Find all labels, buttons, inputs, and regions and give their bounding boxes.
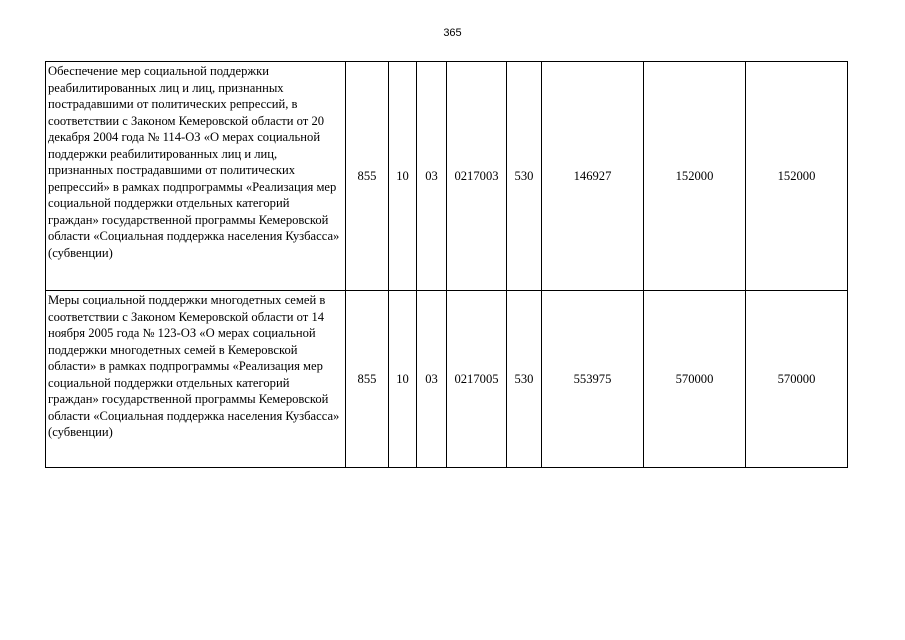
subsection-code: 03 [417, 62, 447, 291]
amount-year-3: 152000 [746, 62, 848, 291]
table-row [46, 291, 848, 468]
table-row [46, 62, 848, 291]
section-code: 10 [389, 62, 417, 291]
row-description: Меры социальной поддержки многодетных семей в соответствии с Законом Кемеровской области от 14 ноября 2005 года № 123-ОЗ «О мерах социальной поддержки многодетных семей в Кемеровской области» в рамках подпрограммы «Реализация мер социальной поддержки отдельных категорий граждан» государственной программы Кемеровской области «Социальная поддержка населения Кузбасса» (субвенции) [46, 291, 346, 468]
target-article-code: 0217003 [447, 62, 507, 291]
expense-type-code: 530 [507, 291, 542, 468]
section-code: 10 [389, 291, 417, 468]
subsection-code: 03 [417, 291, 447, 468]
budget-table [45, 61, 848, 468]
expense-type-code: 530 [507, 62, 542, 291]
amount-year-2: 570000 [644, 291, 746, 468]
amount-year-1: 146927 [542, 62, 644, 291]
amount-year-3: 570000 [746, 291, 848, 468]
ministry-code: 855 [346, 62, 389, 291]
page-number: 365 [443, 27, 462, 39]
amount-year-2: 152000 [644, 62, 746, 291]
ministry-code: 855 [346, 291, 389, 468]
amount-year-1: 553975 [542, 291, 644, 468]
row-description: Обеспечение мер социальной поддержки реабилитированных лиц и лиц, признанных пострадавшими от политических репрессий, в соответствии с Законом Кемеровской области от 20 декабря 2004 года № 114-ОЗ «О мерах социальной поддержки реабилитированных лиц и лиц, признанных пострадавшими от политических репрессий» в рамках подпрограммы «Реализация мер социальной поддержки отдельных категорий граждан» государственной программы Кемеровской области «Социальная поддержка населения Кузбасса» (субвенции) [46, 62, 346, 291]
target-article-code: 0217005 [447, 291, 507, 468]
